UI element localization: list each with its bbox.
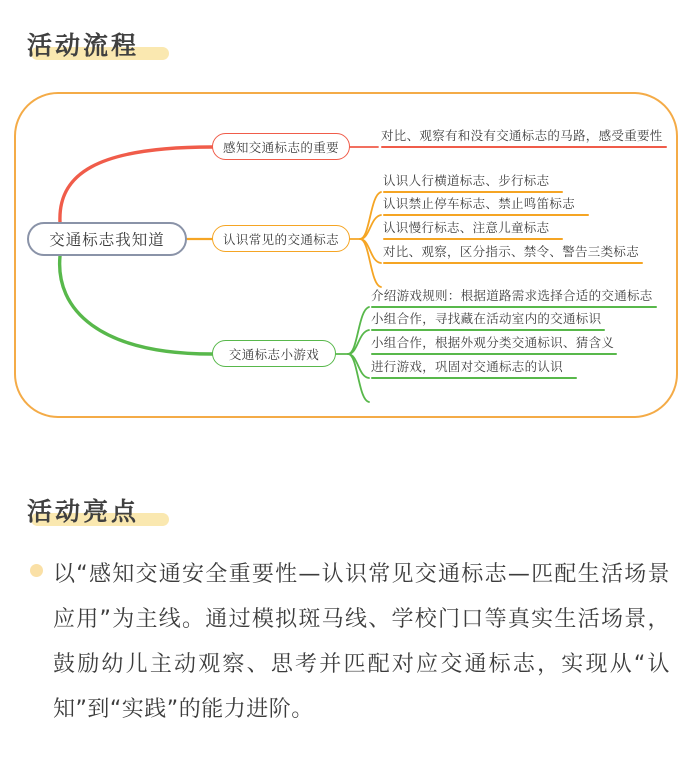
leaf-label: 对比、观察有和没有交通标志的马路，感受重要性 (381, 129, 663, 143)
section-title-highlight: 活动亮点 (27, 497, 140, 526)
highlight-paragraph-text: 以“感知交通安全重要性—认识常见交通标志—匹配生活场景应用”为主线。通过模拟斑马线、学校门口等真实生活场景，鼓励幼儿主动观察、思考并匹配对应交通标志，实现从“认知”到“实践”的能力进阶。 (53, 562, 670, 722)
bullet-icon (30, 564, 43, 577)
mindmap-leaf[interactable] (371, 357, 579, 379)
leaf-underline (381, 146, 667, 148)
leaf-underline (371, 329, 605, 331)
mindmap-leaf[interactable] (383, 194, 591, 216)
leaf-underline (371, 353, 617, 355)
branch-node-label: 认识常见的交通标志 (222, 232, 340, 247)
leaf-label: 认识人行横道标志、步行标志 (383, 174, 550, 188)
leaf-label: 对比、观察，区分指示、禁令、警告三类标志 (383, 245, 640, 259)
section-title-flow: 活动流程 (27, 31, 140, 60)
leaf-label: 介绍游戏规则：根据道路需求选择合适的交通标志 (371, 289, 653, 303)
mindmap-leaf[interactable] (371, 309, 607, 331)
leaf-underline (383, 262, 643, 264)
leaf-underline (371, 377, 577, 379)
mindmap-branch-node-1[interactable] (212, 133, 350, 160)
mindmap-leaf[interactable] (383, 242, 645, 264)
mindmap-leaf[interactable] (383, 218, 565, 240)
mindmap-leaf[interactable] (381, 126, 669, 148)
mindmap-leaf[interactable] (383, 171, 565, 193)
mindmap-branch-node-2[interactable] (212, 225, 350, 252)
leaf-underline (383, 191, 563, 193)
leaf-label: 小组合作，根据外观分类交通标识、猜含义 (371, 336, 615, 350)
leaf-label: 认识慢行标志、注意儿童标志 (383, 221, 550, 235)
leaf-underline (383, 214, 589, 216)
leaf-label: 认识禁止停车标志、禁止鸣笛标志 (383, 197, 576, 211)
mindmap-root-node[interactable] (27, 222, 187, 256)
branch-node-label: 交通标志小游戏 (228, 347, 320, 362)
mindmap-leaf[interactable] (371, 333, 619, 355)
root-node-label: 交通标志我知道 (49, 232, 165, 249)
highlight-paragraph-block (30, 552, 670, 732)
leaf-underline (371, 306, 657, 308)
branch-node-label: 感知交通标志的重要 (222, 140, 340, 155)
section-heading-flow (27, 26, 139, 62)
mindmap-branch-node-3[interactable] (212, 340, 336, 367)
leaf-label: 进行游戏，巩固对交通标志的认识 (371, 360, 564, 374)
leaf-underline (383, 238, 563, 240)
section-heading-highlight (27, 492, 139, 528)
mindmap-leaf[interactable] (371, 286, 659, 308)
leaf-label: 小组合作，寻找藏在活动室内的交通标识 (371, 312, 602, 326)
